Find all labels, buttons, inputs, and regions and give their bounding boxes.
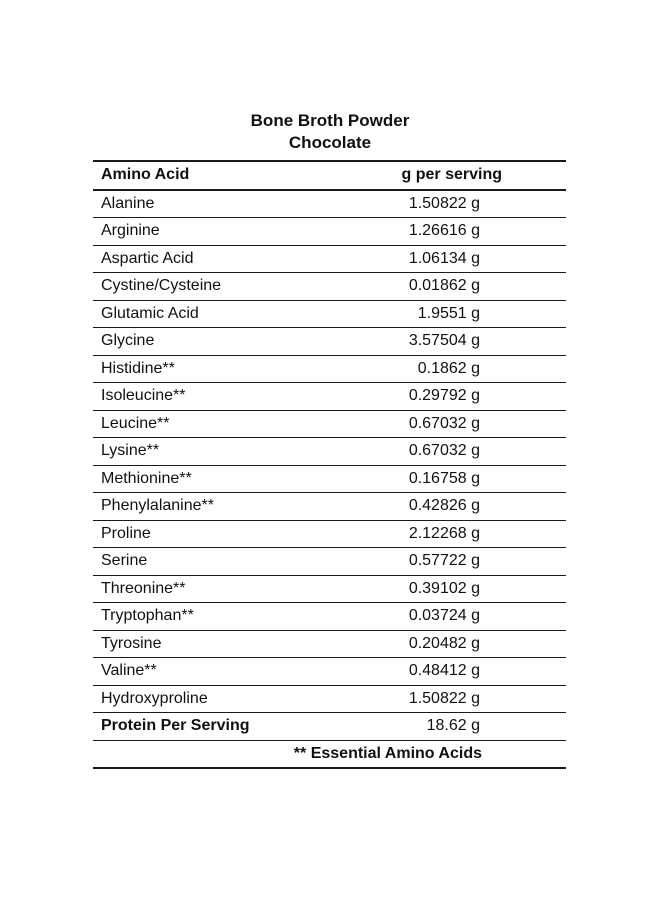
product-title [0,110,660,154]
amino-acid-value: 1.50822 g [408,194,480,212]
amino-acid-value: 0.67032 g [408,414,480,432]
table-header-row [93,160,566,191]
table-row [93,521,566,549]
amino-acid-value: 0.39102 g [408,579,480,597]
amino-acid-name: Cystine/Cysteine [101,277,222,294]
amino-acid-value: 0.42826 g [408,497,480,514]
product-flavor: Chocolate [288,133,372,152]
table-row [93,191,566,219]
table-row [93,576,566,604]
amino-acid-name: Glutamic Acid [101,304,199,322]
table-row [93,301,566,329]
table-body [93,191,566,714]
table-row [93,438,566,466]
table-row [93,383,566,411]
amino-acid-name: Tyrosine [101,634,162,652]
amino-acid-name: Isoleucine** [101,387,186,404]
amino-acid-name: Arginine [101,222,160,239]
table-row [93,356,566,384]
amino-acid-value: 1.50822 g [408,689,480,707]
table-row [93,548,566,576]
amino-acid-name: Tryptophan** [101,607,194,624]
amino-acid-value: 0.48412 g [408,662,480,679]
footnote-row [93,741,566,770]
header-g-per-serving: g per serving [401,166,502,183]
amino-acid-value: 1.06134 g [408,249,480,267]
total-label: Protein Per Serving [101,717,250,734]
amino-acid-name: Glycine [101,332,155,349]
amino-acid-name: Proline [101,524,151,542]
amino-acid-value: 0.29792 g [408,387,480,404]
product-name: Bone Broth Powder [250,111,410,130]
amino-acid-value: 0.57722 g [408,552,480,569]
table-row [93,218,566,246]
table-row [93,603,566,631]
essential-amino-acids-note: ** Essential Amino Acids [293,744,482,762]
amino-acid-name: Valine** [101,662,157,679]
table-row [93,658,566,686]
header-amino-acid: Amino Acid [101,166,190,183]
amino-acid-value: 3.57504 g [408,332,480,349]
amino-acid-value: 0.20482 g [408,634,480,652]
amino-acid-value: 0.1862 g [417,359,480,377]
table-row [93,411,566,439]
amino-acid-name: Methionine** [101,469,192,487]
amino-acid-value: 0.01862 g [408,277,480,294]
amino-acid-name: Alanine [101,194,155,212]
amino-acid-value: 0.16758 g [408,469,480,487]
amino-acid-name: Threonine** [101,579,186,597]
amino-acid-name: Serine [101,552,148,569]
table-row [93,493,566,521]
table-row [93,328,566,356]
amino-acid-name: Hydroxyproline [101,689,208,707]
table-row [93,686,566,714]
total-row [93,713,566,741]
amino-acid-table [93,160,566,769]
table-row [93,273,566,301]
table-row [93,246,566,274]
table-row [93,631,566,659]
amino-acid-value: 0.67032 g [408,442,480,459]
table-row [93,466,566,494]
amino-acid-name: Histidine** [101,359,175,377]
amino-acid-name: Aspartic Acid [101,249,194,267]
amino-acid-value: 2.12268 g [408,524,480,542]
amino-acid-value: 0.03724 g [408,607,480,624]
amino-acid-name: Phenylalanine** [101,497,214,514]
amino-acid-name: Leucine** [101,414,170,432]
total-value: 18.62 g [426,717,480,734]
amino-acid-value: 1.9551 g [417,304,480,322]
amino-acid-value: 1.26616 g [408,222,480,239]
amino-acid-name: Lysine** [101,442,160,459]
